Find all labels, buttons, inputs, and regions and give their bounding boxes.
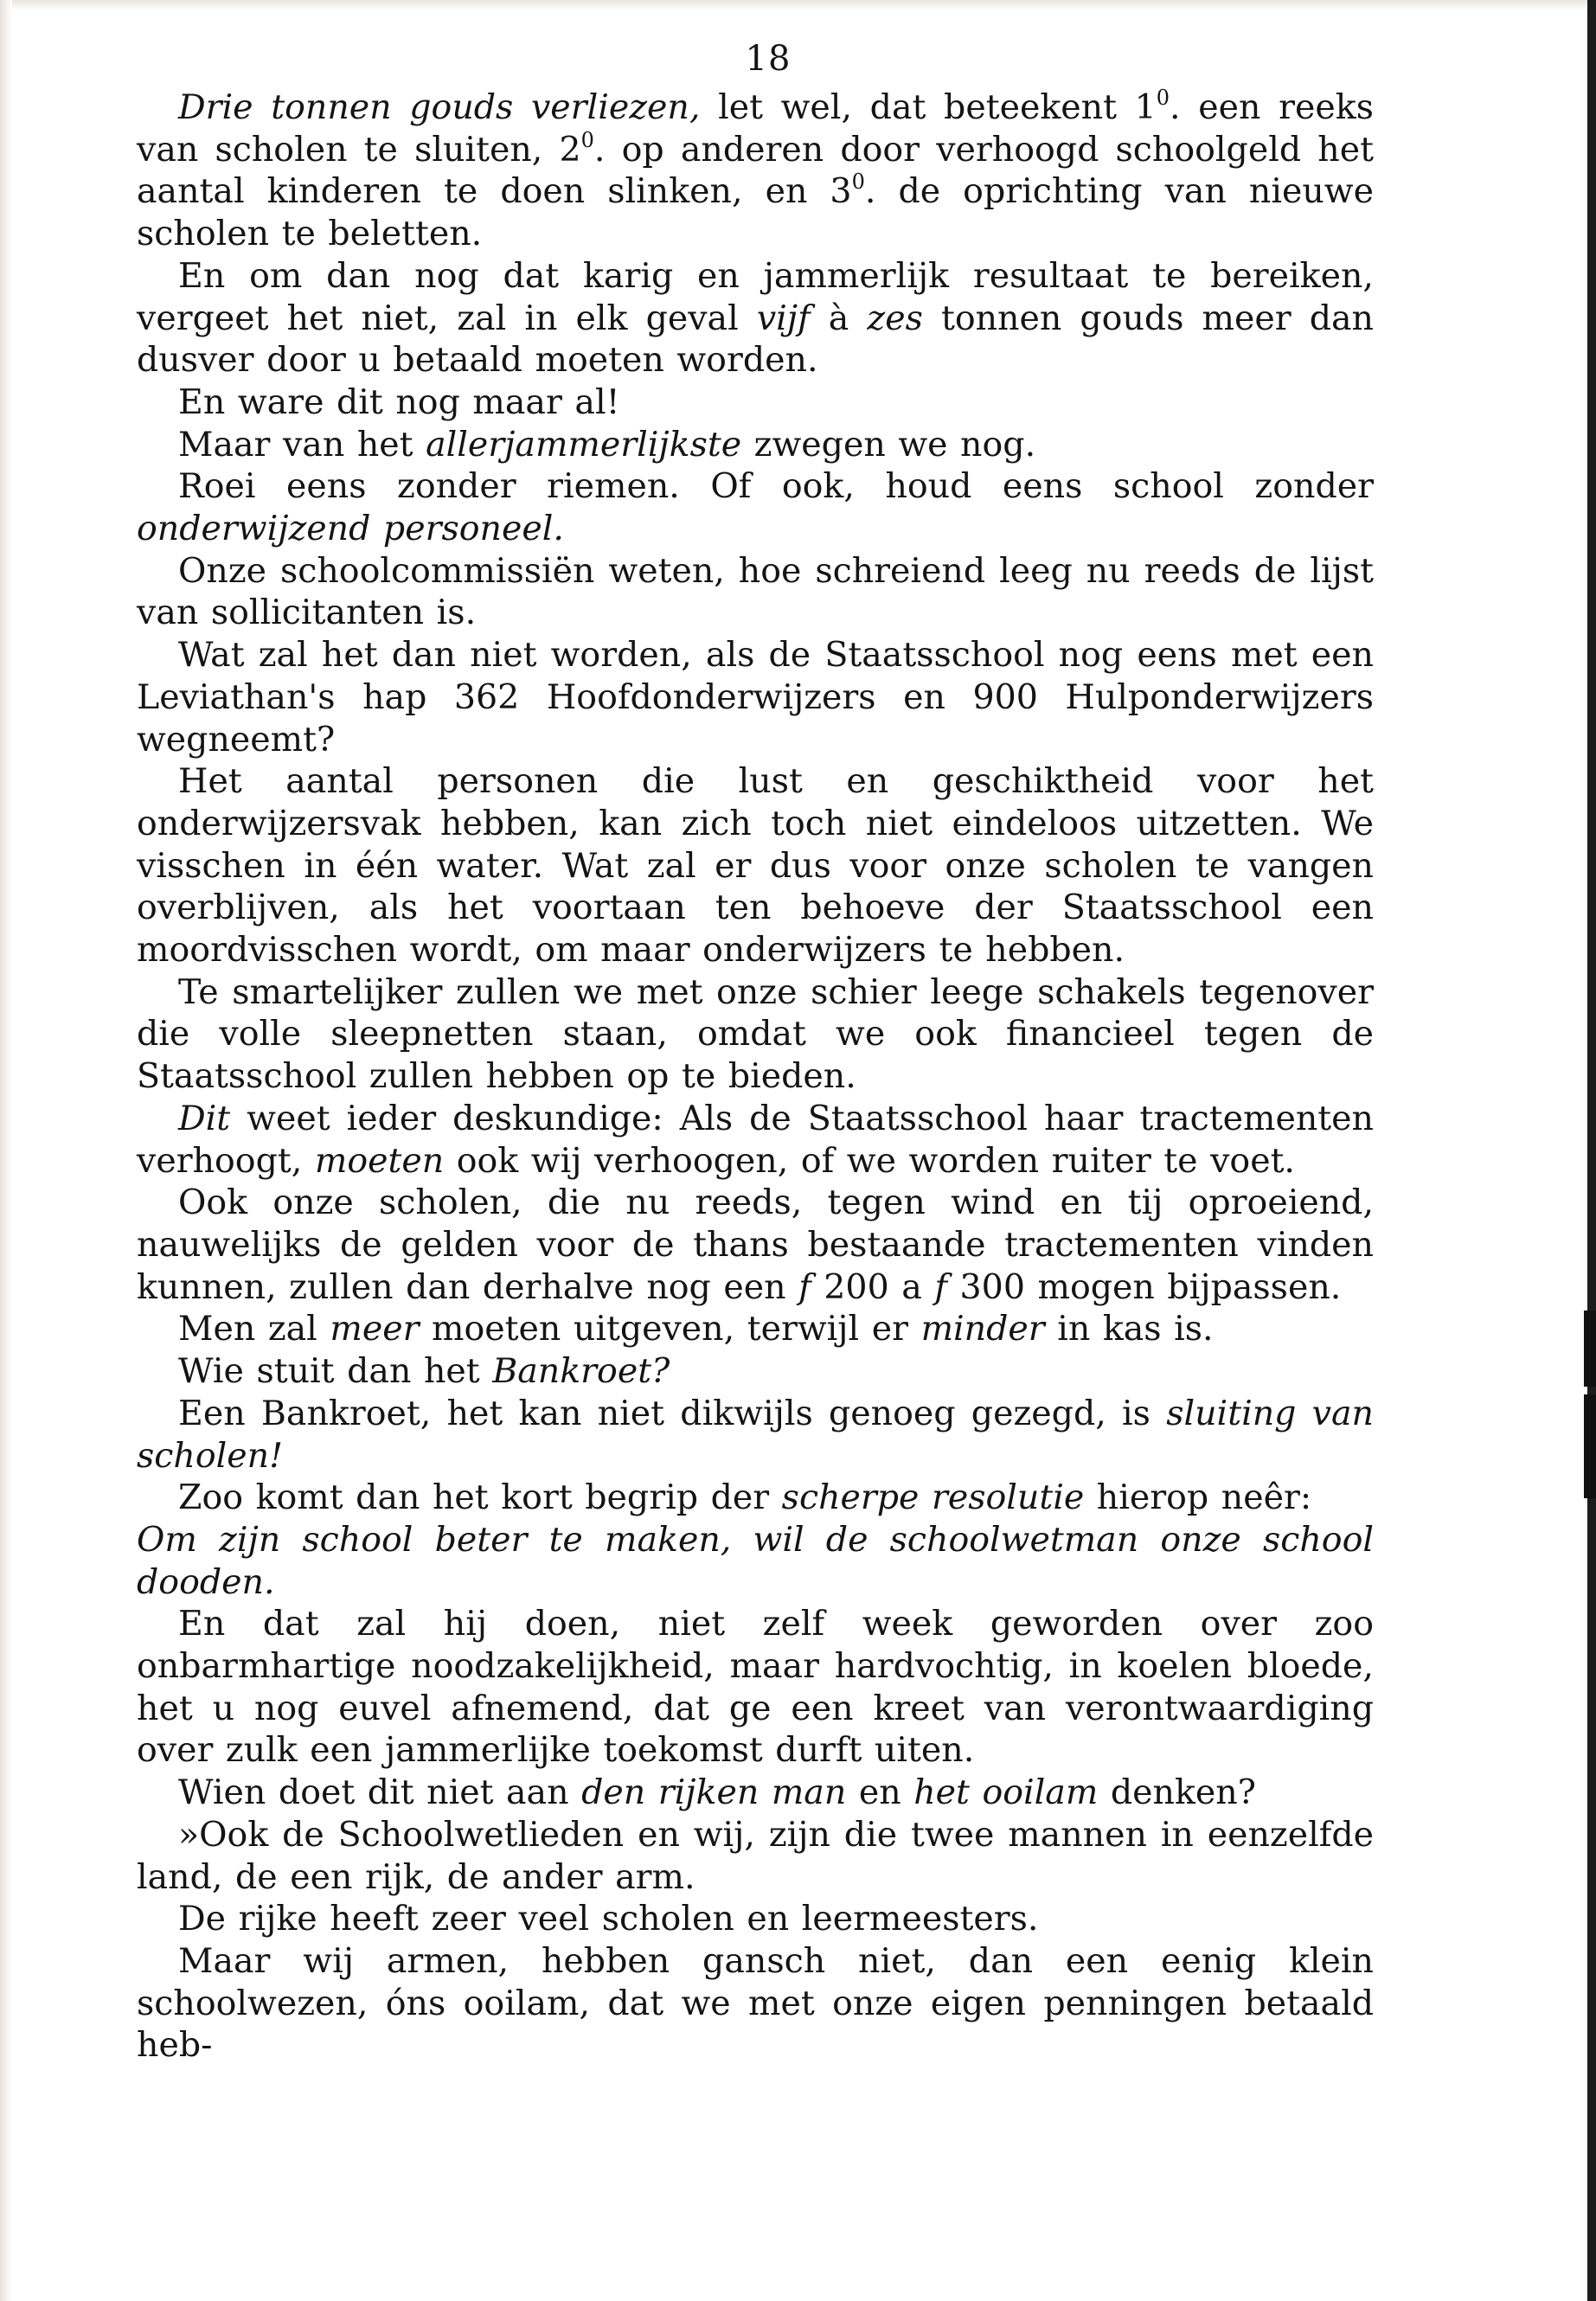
- text-run: . een reeks van scholen te sluiten, 2: [137, 87, 1374, 170]
- text-run: en: [846, 1772, 914, 1813]
- text-run: à: [810, 298, 868, 338]
- italic-text: het ooilam: [913, 1772, 1099, 1813]
- italic-text: moeten: [314, 1140, 445, 1181]
- italic-text: sluiting van scholen!: [137, 1393, 1374, 1476]
- paragraph: [137, 1308, 1374, 1350]
- paragraph: [137, 465, 1374, 549]
- italic-text: onderwijzend personeel.: [137, 509, 564, 549]
- text-run: let wel, dat beteekent 1: [700, 87, 1157, 127]
- text-run: En om dan nog dat karig en jammerlijk resultaat te bereiken, vergeet het niet, zal in elk geval: [137, 255, 1374, 338]
- italic-text: zes: [867, 298, 923, 338]
- paragraph: [137, 1393, 1374, 1477]
- text-run: Wat zal het dan niet worden, als de Staatsschool nog eens met een Leviathan's hap 362 Hoofdonderwijzers en 900 Hulponderwijzers wegneemt?: [137, 635, 1374, 760]
- text-run: denken?: [1098, 1772, 1256, 1813]
- text-run: tonnen gouds meer dan dusver door u betaald moeten worden.: [137, 298, 1374, 381]
- page-tab-mark: [1584, 1311, 1596, 1387]
- italic-text: allerjammerlijkste: [426, 424, 742, 465]
- paragraph: [137, 1098, 1374, 1182]
- text-run: . de oprichting van nieuwe scholen te beletten.: [137, 171, 1374, 254]
- text-run: in kas is.: [1044, 1309, 1214, 1349]
- text-run: »Ook de Schoolwetlieden en wij, zijn die twee mannen in eenzelfde land, de een rijk, de ander arm.: [137, 1814, 1374, 1897]
- page-tab-mark: [1584, 1394, 1596, 1498]
- italic-text: vijf: [756, 298, 811, 338]
- paragraph: [137, 424, 1374, 466]
- superscript: 0: [851, 170, 865, 195]
- text-run: Men zal: [178, 1309, 330, 1349]
- text-run: Het aantal personen die lust en geschiktheid voor het onderwijzersvak hebben, kan zich toch niet eindeloos uitzetten. We visschen in één water. Wat zal er dus voor onze scholen te vangen overblijven, als het voortaan ten behoeve der Staatsschool een moordvisschen wordt, om maar onderwijzers te hebben.: [137, 761, 1374, 971]
- text-run: Wie stuit dan het: [178, 1351, 493, 1392]
- paragraph: [137, 1814, 1374, 1898]
- paragraph: [137, 1772, 1374, 1814]
- body-text: [137, 87, 1374, 2067]
- superscript: 0: [1156, 85, 1170, 110]
- paragraph: [137, 381, 1374, 424]
- page-number: 18: [745, 39, 792, 79]
- italic-text: Om zijn school beter te maken, wil de schoolwetman onze school dooden.: [137, 1519, 1374, 1602]
- text-run: 300 mogen bijpassen.: [947, 1266, 1342, 1307]
- italic-text: Bankroet?: [492, 1351, 670, 1392]
- text-run: Een Bankroet, het kan niet dikwijls genoeg gezegd, is: [178, 1393, 1167, 1433]
- scan-left-edge: [0, 0, 12, 2301]
- text-run: moeten uitgeven, terwijl er: [419, 1309, 921, 1349]
- paragraph: [137, 634, 1374, 760]
- text-run: Wien doet dit niet aan: [178, 1772, 582, 1813]
- paragraph: [137, 87, 1374, 255]
- text-run: 200 a: [811, 1266, 935, 1307]
- paragraph: [137, 1898, 1374, 1940]
- text-run: Roei eens zonder riemen. Of ook, houd eens school zonder: [178, 466, 1374, 507]
- text-run: hierop neêr:: [1084, 1477, 1312, 1518]
- paragraph: [137, 1940, 1374, 2067]
- italic-text: Dit: [178, 1098, 231, 1138]
- text-run: ook wij verhoogen, of we worden ruiter te voet.: [444, 1140, 1295, 1181]
- text-run: zwegen we nog.: [741, 424, 1036, 465]
- text-run: Maar van het: [178, 424, 426, 465]
- document-page: [137, 33, 1374, 2067]
- text-run: De rijke heeft zeer veel scholen en leermeesters.: [178, 1899, 1039, 1939]
- paragraph: [137, 1603, 1374, 1772]
- paragraph: [137, 760, 1374, 971]
- paragraph: [137, 1350, 1374, 1393]
- text-run: En ware dit nog maar al!: [178, 381, 620, 422]
- text-run: Zoo komt dan het kort begrip der: [178, 1477, 782, 1518]
- paragraph: [137, 1182, 1374, 1308]
- text-run: Maar wij armen, hebben gansch niet, dan een eenig klein schoolwezen, óns ooilam, dat we met onze eigen penningen betaald heb-: [137, 1940, 1374, 2066]
- text-run: Onze schoolcommissiën weten, hoe schreiend leeg nu reeds de lijst van sollicitanten is.: [137, 550, 1374, 633]
- paragraph: [137, 255, 1374, 381]
- text-run: . op anderen door verhoogd schoolgeld het aantal kinderen te doen slinken, en 3: [137, 129, 1374, 212]
- text-run: Te smartelijker zullen we met onze schier leege schakels tegenover die volle sleepnetten staan, omdat we ook financieel tegen de Staatsschool zullen hebben op te bieden.: [137, 971, 1374, 1097]
- scan-top-edge: [0, 0, 1596, 10]
- italic-text: meer: [330, 1309, 420, 1349]
- scan-right-edge: [1587, 0, 1596, 2301]
- italic-text: minder: [920, 1309, 1045, 1349]
- italic-text: scherpe resolutie: [781, 1477, 1085, 1518]
- paragraph: [137, 550, 1374, 634]
- superscript: 0: [580, 127, 594, 152]
- text-run: En dat zal hij doen, niet zelf week geworden over zoo onbarmhartige noodzakelijkheid, maar hardvochtig, in koelen bloede, het u nog euvel afnemend, dat ge een kreet van verontwaardiging over zulk een jammerlijke toekomst durft uiten.: [137, 1604, 1374, 1771]
- italic-text: Drie tonnen gouds verliezen,: [178, 87, 701, 127]
- italic-text: den rijken man: [581, 1772, 847, 1813]
- paragraph: [137, 1477, 1374, 1603]
- paragraph: [137, 971, 1374, 1098]
- italic-text: f: [934, 1266, 947, 1307]
- text-run: weet ieder deskundige: Als de Staatsschool haar tractementen verhoogt,: [137, 1098, 1374, 1181]
- italic-text: f: [798, 1266, 811, 1307]
- text-run: Ook onze scholen, die nu reeds, tegen wind en tij oproeiend, nauwelijks de gelden voor de thans bestaande tractementen vinden kunnen, zullen dan derhalve nog een: [137, 1183, 1374, 1307]
